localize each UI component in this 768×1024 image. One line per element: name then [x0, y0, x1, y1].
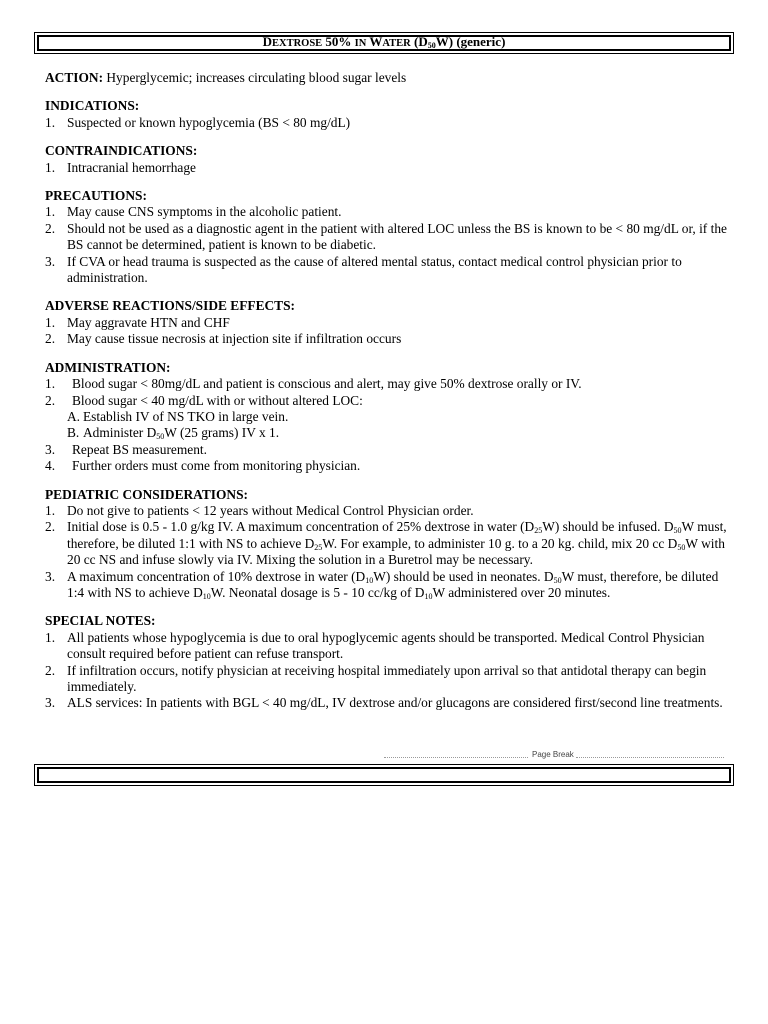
- list-item: 2. Initial dose is 0.5 - 1.0 g/kg IV. A maximum concentration of 25% dextrose in water $(D_{25}W)$ should be infused. $D_{50}W$ must, therefore, be diluted 1:1 with NS to achieve $D_{25}W$. For example, to administer 10 g. to a 20 kg. child, mix 20 cc $D_{50}W$ with 20 cc NS and infuse slowly via IV. Mixing the solution in a Buretrol may be necessary.: [45, 519, 727, 568]
- indications-heading: INDICATIONS:: [45, 98, 140, 114]
- list-item: 2. If infiltration occurs, notify physician at receiving hospital immediately upon arrival so that antidotal therapy can begin immediately.: [45, 662, 707, 694]
- page-break: [384, 750, 724, 764]
- list-item: 3. If CVA or head trauma is suspected as the cause of altered mental status, contact medical control physician prior to administration.: [45, 253, 682, 286]
- action-text: Hyperglycemic; increases circulating blood sugar levels: [103, 70, 407, 85]
- list-item: 3. A maximum concentration of 10% dextrose in water $(D_{10}W)$ should be used in neonates. $D_{50}W$ must, therefore, be diluted 1:4 with NS to achieve $D_{10}W$. Neonatal dosage is 5 - 10 cc/kg of $D_{10}W$ administered over 20 minutes.: [45, 568, 719, 601]
- list-item: 2. May cause tissue necrosis at injection site if infiltration occurs: [45, 331, 402, 347]
- precautions-heading: PRECAUTIONS:: [45, 188, 147, 204]
- list-item: 2. Blood sugar < 40 mg/dL with or without altered LOC:: [45, 392, 363, 408]
- list-item: 1. Suspected or known hypoglycemia (BS < 80 mg/dL): [45, 114, 351, 130]
- action-section: [45, 70, 730, 86]
- list-item: 1. All patients whose hypoglycemia is due to oral hypoglycemic agents should be transported. Medical Control Physician consult required before patient can refuse transport.: [45, 629, 705, 662]
- pediatric-heading: PEDIATRIC CONSIDERATIONS:: [45, 486, 248, 502]
- document-title: DEXTROSE 50% IN WATER $(D_{50}W)$ (generic): [262, 34, 506, 50]
- document-body: [45, 70, 730, 712]
- list-item: 1. May aggravate HTN and CHF: [45, 314, 230, 330]
- title-box: [34, 32, 734, 54]
- list-item: 1. Blood sugar < 80mg/dL and patient is conscious and alert, may give 50% dextrose orally or IV.: [45, 376, 582, 392]
- list-item: 3. ALS services: In patients with BGL < 40 mg/dL, IV dextrose and/or glucagons are considered first/second line treatments.: [45, 695, 723, 711]
- contraindications-heading: CONTRAINDICATIONS:: [45, 143, 198, 159]
- next-page-title-box: [34, 764, 734, 786]
- page-break-label: Page Break: [532, 750, 574, 759]
- list-item: 3. Repeat BS measurement.: [45, 441, 207, 457]
- adverse-heading: ADVERSE REACTIONS/SIDE EFFECTS:: [45, 298, 296, 314]
- list-item: 1. May cause CNS symptoms in the alcoholic patient.: [45, 204, 342, 220]
- special-notes-heading: SPECIAL NOTES:: [45, 613, 156, 629]
- administration-heading: ADMINISTRATION:: [45, 359, 171, 375]
- list-item: 1. Intracranial hemorrhage: [45, 159, 196, 175]
- list-item: 1. Do not give to patients < 12 years without Medical Control Physician order.: [45, 502, 474, 518]
- action-label: ACTION:: [45, 70, 104, 85]
- list-item: 2. Should not be used as a diagnostic agent in the patient with altered LOC unless the BS is known to be < 80 mg/dL or, if the BS cannot be determined, patient is known to be diabetic.: [45, 220, 727, 253]
- sub-list-item: B. Administer $D_{50}W$ (25 grams) IV x 1.: [67, 425, 280, 442]
- sub-list-item: A. Establish IV of NS TKO in large vein.: [67, 408, 289, 424]
- list-item: 4. Further orders must come from monitoring physician.: [45, 458, 361, 474]
